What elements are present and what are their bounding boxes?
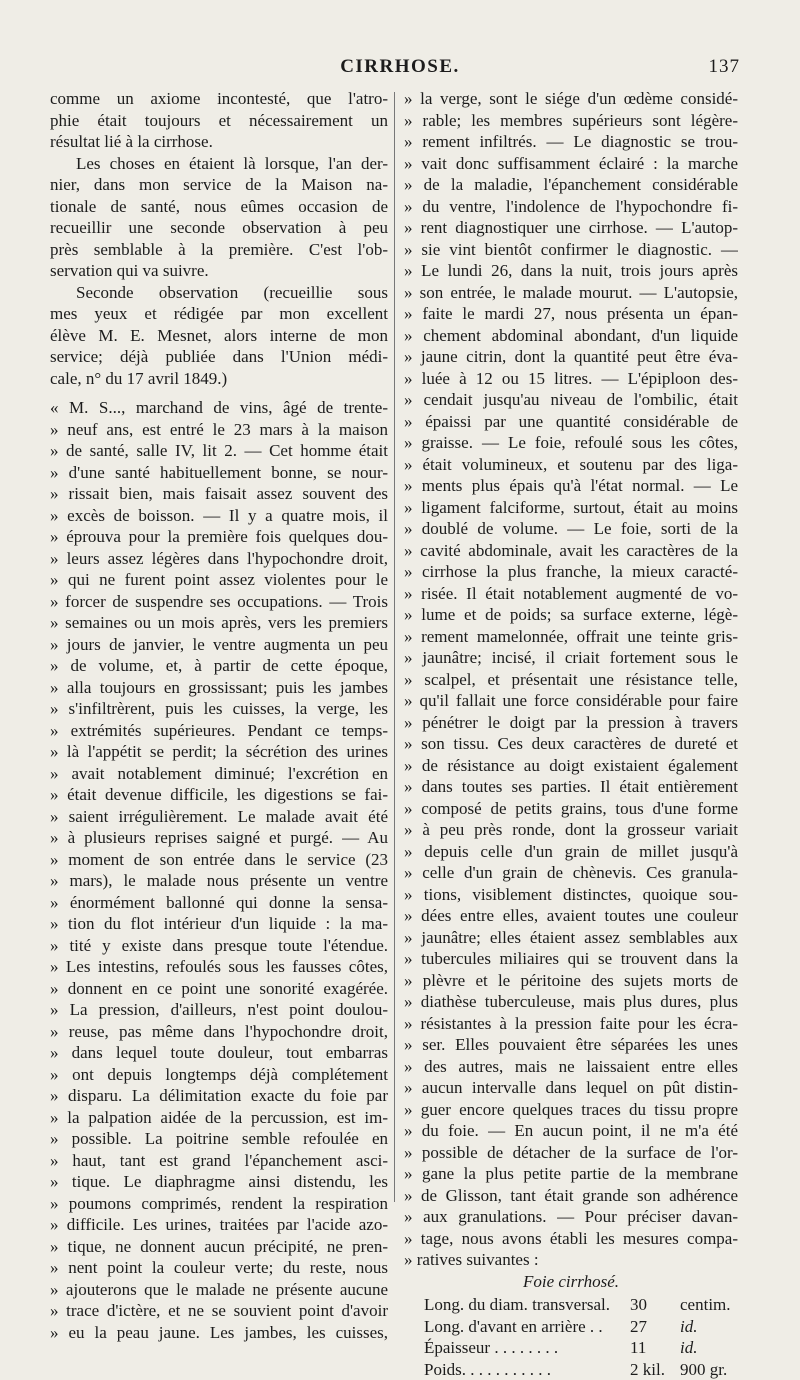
text-line: élève M. E. Mesnet, alors interne de mon <box>50 325 388 347</box>
measure-row <box>404 1294 738 1316</box>
text-line: » excès de boisson. — Il y a quatre mois, il <box>50 505 388 527</box>
measure-unit: id. <box>680 1337 697 1359</box>
text-line: servation qui va suivre. <box>50 260 388 282</box>
text-line: » lume et de poids; sa surface externe, légè- <box>404 604 738 626</box>
text-line: » diathèse tuberculeuse, mais plus dures, plus <box>404 991 738 1013</box>
text-line: » ser. Elles pouvaient être séparées les unes <box>404 1034 738 1056</box>
text-line: » de résistance au doigt existaient également <box>404 755 738 777</box>
measure-unit: id. <box>680 1316 697 1338</box>
paragraph-gap <box>50 389 388 397</box>
text-line: » aux granulations. — Pour préciser davan- <box>404 1206 738 1228</box>
column-divider <box>394 92 395 1202</box>
text-line: » jaunâtre; incisé, il criait fortement sous le <box>404 647 738 669</box>
text-line: » poumons comprimés, rendent la respiration <box>50 1193 388 1215</box>
text-line: » luée à 12 ou 15 litres. — L'épiploon des- <box>404 368 738 390</box>
text-line: » gane la plus petite partie de la membrane <box>404 1163 738 1185</box>
text-line: » rement infiltrés. — Le diagnostic se trou- <box>404 131 738 153</box>
text-line: près semblable à la première. C'est l'ob- <box>50 239 388 261</box>
text-line: » était devenue difficile, les digestions se fai- <box>50 784 388 806</box>
text-line: » de santé, salle IV, lit 2. — Cet homme était <box>50 440 388 462</box>
text-line: » reuse, pas même dans l'hypochondre droit, <box>50 1021 388 1043</box>
text-line: » avait notablement diminué; l'excrétion en <box>50 763 388 785</box>
text-line: » dans toutes ses parties. Il était entièrement <box>404 776 738 798</box>
text-line: » forcer de suspendre ses occupations. — Trois <box>50 591 388 613</box>
text-line: recueillir une seconde observation à peu <box>50 217 388 239</box>
text-line: » du ventre, l'indolence de l'hypochondre fi- <box>404 196 738 218</box>
measure-value: 2 kil. <box>630 1359 665 1380</box>
running-title: CIRRHOSE. <box>0 56 800 78</box>
measure-label: Long. d'avant en arrière . . <box>424 1316 603 1338</box>
text-line: » tubercules miliaires qui se trouvent dans la <box>404 948 738 970</box>
text-line: » dans lequel toute douleur, tout embarras <box>50 1042 388 1064</box>
text-line: » ratives suivantes : <box>404 1249 738 1271</box>
text-line: » difficile. Les urines, traitées par l'acide azo- <box>50 1214 388 1236</box>
text-line: » qui ne furent point assez violentes pour le <box>50 569 388 591</box>
text-line: » plèvre et le péritoine des sujets morts de <box>404 970 738 992</box>
measure-value: 30 <box>630 1294 647 1316</box>
text-line: » ments plus épais qu'à l'état normal. — Le <box>404 475 738 497</box>
measures-table <box>404 1294 738 1380</box>
text-line: » tion du flot intérieur d'un liquide : la ma- <box>50 913 388 935</box>
text-line: » de volume, et, à partir de cette époque, <box>50 655 388 677</box>
text-line: » depuis celle d'un grain de millet jusqu'à <box>404 841 738 863</box>
text-line: » scalpel, et présentait une résistance telle, <box>404 669 738 691</box>
page-number: 137 <box>709 56 741 78</box>
text-line: » tions, visiblement distinctes, quoique sou- <box>404 884 738 906</box>
measure-unit: 900 gr. <box>680 1359 727 1380</box>
text-line: » éprouva pour la première fois quelques dou- <box>50 526 388 548</box>
text-line: » Les intestins, refoulés sous les fausses côtes, <box>50 956 388 978</box>
text-line: » sie vint bientôt confirmer le diagnostic. — <box>404 239 738 261</box>
text-line: » possible. La poitrine semble refoulée en <box>50 1128 388 1150</box>
text-line: » jaunâtre; elles étaient assez semblables aux <box>404 927 738 949</box>
text-line: » s'infiltrèrent, puis les cuisses, la verge, les <box>50 698 388 720</box>
measure-value: 11 <box>630 1337 646 1359</box>
text-line: » la verge, sont le siége d'un œdème considé- <box>404 88 738 110</box>
measure-row <box>404 1316 738 1338</box>
text-line: » cavité abdominale, avait les caractères de la <box>404 540 738 562</box>
text-line: » possible de détacher de la surface de l'or- <box>404 1142 738 1164</box>
text-line: » du foie. — En aucun point, il ne m'a été <box>404 1120 738 1142</box>
text-line: cale, n° du 17 avril 1849.) <box>50 368 388 390</box>
text-line: » de Glisson, tant était grande son adhérence <box>404 1185 738 1207</box>
text-line: » vait donc suffisamment éclairé : la marche <box>404 153 738 175</box>
text-line: service; déjà publiée dans l'Union médi- <box>50 346 388 368</box>
text-line: » ont depuis longtemps déjà complétement <box>50 1064 388 1086</box>
measure-label: Long. du diam. transversal. <box>424 1294 610 1316</box>
text-line: « M. S..., marchand de vins, âgé de trente- <box>50 397 388 419</box>
text-line: » doublé de volume. — Le foie, sorti de la <box>404 518 738 540</box>
text-line: » pénétrer le doigt par la pression à travers <box>404 712 738 734</box>
text-line: » extrémités supérieures. Pendant ce temps- <box>50 720 388 742</box>
text-line: » à peu près ronde, dont la grosseur variait <box>404 819 738 841</box>
text-line: » donnent en ce point une sonorité exagérée. <box>50 978 388 1000</box>
text-line: » son entrée, le malade mourut. — L'autopsie, <box>404 282 738 304</box>
text-line: » ligament falciforme, surtout, était au moins <box>404 497 738 519</box>
text-line: » tique, ne donnent aucun précipité, ne pren- <box>50 1236 388 1258</box>
text-line: nier, dans mon service de la Maison na- <box>50 174 388 196</box>
text-line: résultat lié à la cirrhose. <box>50 131 388 153</box>
text-line: » alla toujours en grossissant; puis les jambes <box>50 677 388 699</box>
text-line: » ajouterons que le malade ne présente aucune <box>50 1279 388 1301</box>
text-line: » jours de janvier, le ventre augmenta un peu <box>50 634 388 656</box>
text-line: phie était toujours et nécessairement un <box>50 110 388 132</box>
text-line: » tité y existe dans presque toute l'étendue. <box>50 935 388 957</box>
text-line: » neuf ans, est entré le 23 mars à la maison <box>50 419 388 441</box>
text-line: » leurs assez légères dans l'hypochondre droit, <box>50 548 388 570</box>
text-line: » mars), le malade nous présente un ventre <box>50 870 388 892</box>
measure-row <box>404 1359 738 1380</box>
text-line: » semaines ou un mois après, vers les premiers <box>50 612 388 634</box>
text-line: mes yeux et rédigée par mon excellent <box>50 303 388 325</box>
text-line: » de la maladie, l'épanchement considérable <box>404 174 738 196</box>
text-line: » là l'appétit se perdit; la sécrétion des urines <box>50 741 388 763</box>
text-line: » disparu. La délimitation exacte du foie par <box>50 1085 388 1107</box>
right-text-column <box>404 88 738 1380</box>
text-line: » était volumineux, et soutenu par des liga- <box>404 454 738 476</box>
text-line: » d'une santé habituellement bonne, se nour- <box>50 462 388 484</box>
text-line: » énormément ballonné qui donne la sensa- <box>50 892 388 914</box>
text-line: tionale de santé, nous eûmes occasion de <box>50 196 388 218</box>
text-line: » rement mamelonnée, offrait une teinte gris- <box>404 626 738 648</box>
text-line: » son tissu. Ces deux caractères de dureté et <box>404 733 738 755</box>
text-line: » nent point la couleur verte; du reste, nous <box>50 1257 388 1279</box>
text-line: » faite le mardi 27, nous présenta un épan- <box>404 303 738 325</box>
right-column-lines <box>404 88 738 1292</box>
text-line: » moment de son entrée dans le service (23 <box>50 849 388 871</box>
text-line: » eu la peau jaune. Les jambes, les cuisses, <box>50 1322 388 1344</box>
text-line: comme un axiome incontesté, que l'atro- <box>50 88 388 110</box>
text-line: » à plusieurs reprises saigné et purgé. — Au <box>50 827 388 849</box>
text-line: » rissait bien, mais faisait assez souvent des <box>50 483 388 505</box>
text-line: » haut, tant est grand l'épanchement asci- <box>50 1150 388 1172</box>
text-line: » trace d'ictère, et ne se souvient point d'avoir <box>50 1300 388 1322</box>
text-line: » rent diagnostiquer une cirrhose. — L'autop- <box>404 217 738 239</box>
text-line: Les choses en étaient là lorsque, l'an der- <box>50 153 388 175</box>
text-line: » saient irrégulièrement. Le malade avait été <box>50 806 388 828</box>
text-line: » La pression, d'ailleurs, n'est point doulou- <box>50 999 388 1021</box>
text-line: » la palpation aidée de la percussion, est im- <box>50 1107 388 1129</box>
text-line: » résistantes à la pression faite pour les écra- <box>404 1013 738 1035</box>
left-text-column <box>50 88 388 1343</box>
text-line: » Le lundi 26, dans la nuit, trois jours après <box>404 260 738 282</box>
text-line: » guer encore quelques traces du tissu propre <box>404 1099 738 1121</box>
measure-row <box>404 1337 738 1359</box>
measure-label: Poids. . . . . . . . . . . <box>424 1359 551 1380</box>
text-line: » graisse. — Le foie, refoulé sous les côtes, <box>404 432 738 454</box>
measure-value: 27 <box>630 1316 647 1338</box>
measure-unit: centim. <box>680 1294 731 1316</box>
text-line: » tique. Le diaphragme ainsi distendu, les <box>50 1171 388 1193</box>
text-line: » des autres, mais ne laissaient entre elles <box>404 1056 738 1078</box>
text-line: » cendait jusqu'au niveau de l'ombilic, était <box>404 389 738 411</box>
text-line: Foie cirrhosé. <box>404 1271 738 1293</box>
page-header <box>0 56 800 82</box>
text-line: » celle d'un grain de chènevis. Ces granula- <box>404 862 738 884</box>
text-line: » aucun intervalle dans lequel on pût distin- <box>404 1077 738 1099</box>
text-line: » dées entre elles, avaient toutes une couleur <box>404 905 738 927</box>
text-line: » cirrhose la plus franche, la mieux caracté- <box>404 561 738 583</box>
measure-label: Épaisseur . . . . . . . . <box>424 1337 558 1359</box>
text-line: » tage, nous avons établi les mesures compa- <box>404 1228 738 1250</box>
text-line: » composé de petits grains, tous d'une forme <box>404 798 738 820</box>
text-line: » chement abdominal abondant, d'un liquide <box>404 325 738 347</box>
text-line: Seconde observation (recueillie sous <box>50 282 388 304</box>
text-line: » épaissi par une quantité considérable de <box>404 411 738 433</box>
text-line: » qu'il fallait une force considérable pour faire <box>404 690 738 712</box>
text-line: » jaune citrin, dont la quantité peut être éva- <box>404 346 738 368</box>
text-line: » rable; les membres supérieurs sont légère- <box>404 110 738 132</box>
text-line: » risée. Il était notablement augmenté de vo- <box>404 583 738 605</box>
